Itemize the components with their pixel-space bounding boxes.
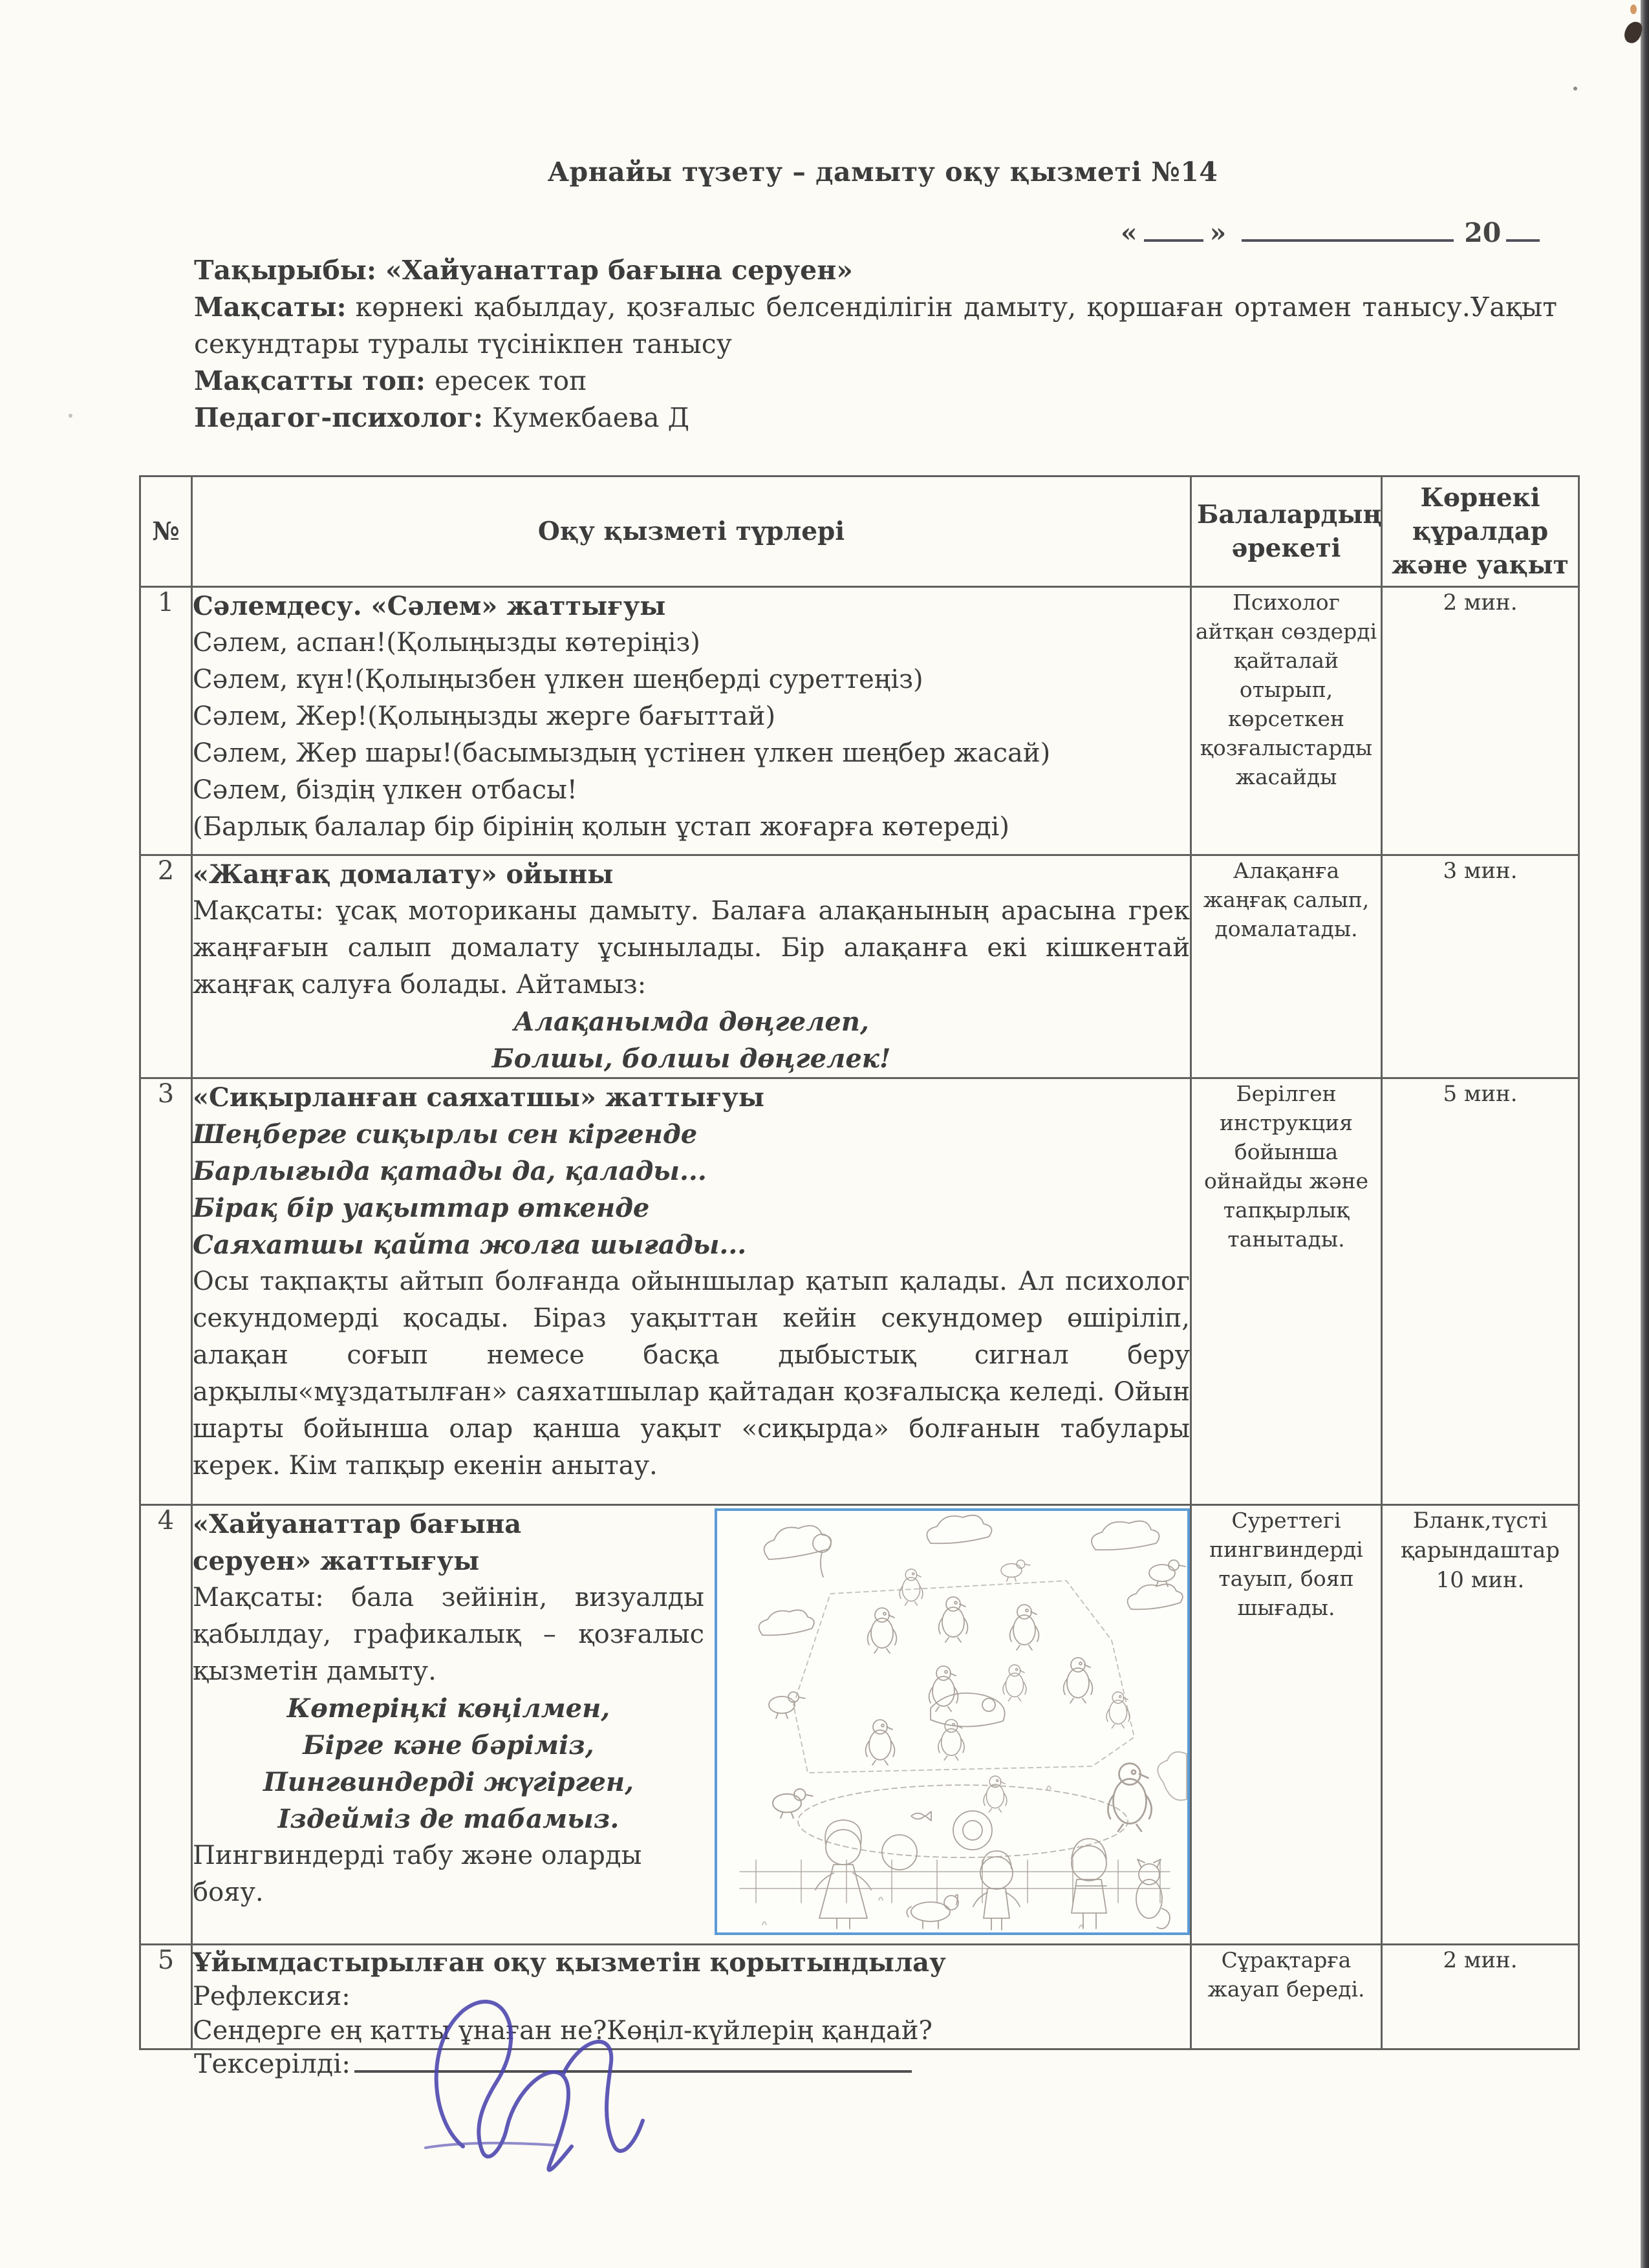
meta-theme <box>194 252 1557 289</box>
activity-cell <box>192 855 1191 1078</box>
table-row-4 <box>140 1505 1579 1945</box>
meta-psychologist <box>194 400 1557 436</box>
verse-line: Барлығыда қатады да, қалады... <box>193 1156 707 1186</box>
activity-line: Рефлексия: <box>193 1982 350 2011</box>
scan-speck <box>1573 87 1577 91</box>
table-header-row <box>140 476 1579 587</box>
activity-title: «Жаңғақ домалату» ойыны <box>193 859 614 890</box>
verse-line: Бірақ бір уақыттар өткенде <box>193 1193 650 1223</box>
activity-cell <box>192 1505 1191 1945</box>
time-cell: 5 мин. <box>1382 1078 1579 1505</box>
time: 10 мин. <box>1436 1567 1525 1593</box>
activity-verse <box>193 1003 1190 1077</box>
coloring-page-image <box>715 1508 1190 1935</box>
activity-line: Сәлем, Жер шары!(басымыздың үстінен үлкен шеңбер жасай) <box>193 738 1051 768</box>
col-header-children-action: Балалардың әрекеті <box>1191 476 1382 587</box>
activity-line: Сәлем, аспан!(Қолыңызды көтеріңіз) <box>193 628 700 658</box>
activity-title: Ұйымдастырылған оқу қызметін қорытындылау <box>193 1947 946 1978</box>
meta-goal-label: Мақсаты: <box>194 292 347 323</box>
activity-cell <box>192 1078 1191 1505</box>
activity-line: Сәлем, Жер!(Қолыңызды жерге бағыттай) <box>193 701 776 731</box>
open-quote: « <box>1121 217 1137 248</box>
meta-block <box>194 252 1557 436</box>
children-action-cell: Суреттегі пингвиндерді тауып, бояп шығады. <box>1191 1505 1382 1945</box>
verse-line: Көтеріңкі көңілмен, <box>286 1693 610 1724</box>
meta-goal <box>194 289 1557 363</box>
meta-theme-value: «Хайуанаттар бағына серуен» <box>385 255 853 286</box>
date-month-blank <box>1242 216 1454 242</box>
table-row-5 <box>140 1945 1579 2049</box>
row-number: 2 <box>140 855 192 1078</box>
activity-title: «Сиқырланған саяхатшы» жаттығуы <box>193 1082 764 1113</box>
verse-line: Пингвиндерді жүгірген, <box>263 1767 634 1797</box>
table-row-3 <box>140 1078 1579 1505</box>
materials-time-cell <box>1382 1505 1579 1945</box>
activity-cell <box>192 587 1191 855</box>
activity-line: Сәлем, күн!(Қолыңызбен үлкен шеңберді суреттеңіз) <box>193 665 923 694</box>
time-cell: 2 мин. <box>1382 587 1579 855</box>
activity-title: «Хайуанаттар бағына серуен» жаттығуы <box>193 1509 522 1576</box>
col-header-materials-time: Көрнекі құралдар және уақыт <box>1382 476 1579 587</box>
verse-line: Шеңберге сиқырлы сен кіргенде <box>193 1119 698 1150</box>
checked-by-label: Тексерілді: <box>194 2048 351 2079</box>
date-day-blank <box>1144 216 1203 242</box>
meta-target-group-label: Мақсатты топ: <box>194 365 426 396</box>
activity-paragraph: Мақсаты: ұсақ моториканы дамыту. Балаға алақанының арасына грек жаңғағын салып домалату ұсынылады. Бір алақанға екі кішкентай жаңғақ салуға болады. Айтамыз: <box>193 896 1190 1000</box>
row-number: 3 <box>140 1078 192 1505</box>
meta-target-group-value: ересек топ <box>435 365 587 396</box>
verse-line: Саяхатшы қайта жолға шығады... <box>193 1230 747 1260</box>
activity-cell <box>192 1945 1191 2049</box>
materials: Бланк,түсті қарындаштар <box>1400 1508 1560 1563</box>
year-prefix: 20 <box>1464 217 1502 248</box>
signature <box>387 1954 691 2167</box>
children-action-cell: Сұрақтарға жауап береді. <box>1191 1945 1382 2049</box>
row-number: 4 <box>140 1505 192 1945</box>
activity-line: (Барлық балалар бір бірінің қолын ұстап жоғарға көтереді) <box>193 812 1009 842</box>
activity-line: Сендерге ең қатты ұнаған не?Көңіл-күйлерің қандай? <box>193 2016 932 2046</box>
col-header-activities: Оқу қызметі түрлері <box>192 476 1191 587</box>
scan-edge-shadow <box>1641 0 1649 2268</box>
meta-theme-label: Тақырыбы: <box>194 255 377 286</box>
meta-psychologist-label: Педагог-психолог: <box>194 402 483 433</box>
date-year-blank <box>1506 216 1540 242</box>
children-action-cell: Берілген инструкция бойынша ойнайды және тапқырлық танытады. <box>1191 1078 1382 1505</box>
time-cell: 2 мин. <box>1382 1945 1579 2049</box>
row-number: 1 <box>140 587 192 855</box>
activity-closing: Пингвиндерді табу және оларды бояу. <box>193 1841 642 1907</box>
scan-artifact-dot <box>1630 5 1637 14</box>
row-number: 5 <box>140 1945 192 2049</box>
lesson-plan-table <box>139 475 1580 2050</box>
table-row-2 <box>140 855 1579 1078</box>
verse-line: Болшы, болшы дөңгелек! <box>491 1043 891 1074</box>
verse-line: Алақанымда дөңгелеп, <box>513 1007 869 1037</box>
verse-line: Іздейміз де табамыз. <box>277 1804 620 1834</box>
table-row-1 <box>140 587 1579 855</box>
activity-verse <box>193 1116 1190 1263</box>
meta-target-group <box>194 363 1557 400</box>
col-header-number: № <box>140 476 192 587</box>
close-quote: » <box>1209 217 1227 248</box>
activity-title: Сәлемдесу. «Сәлем» жаттығуы <box>193 591 666 621</box>
time-cell: 3 мин. <box>1382 855 1579 1078</box>
verse-line: Бірге кәне бәріміз, <box>303 1730 594 1760</box>
document-title: Арнайы түзету – дамыту оқу қызметі №14 <box>547 156 1218 187</box>
activity-paragraph: Мақсаты: бала зейінін, визуалды қабылдау, графикалық – қозғалыс қызметін дамыту. <box>193 1583 704 1686</box>
activity-paragraph: Осы тақпақты айтып болғанда ойыншылар қатып қалады. Ал психолог секундомерді қосады. Біраз уақыттан кейін секундомер өшіріліп, алақан соғып немесе басқа дыбыстық сигнал беру арқылы«мұздатылған» саяхатшылар қайтадан қозғалысқа келеді. Ойын шарты бойынша олар қанша уақыт «сиқырда» болғанын табулары керек. Кім тапқыр екенін анытау. <box>193 1267 1190 1481</box>
meta-psychologist-value: Кумекбаева Д <box>492 402 689 433</box>
meta-goal-value: көрнекі қабылдау, қозғалыс белсенділігін дамыту, қоршаған ортамен танысу.Уақыт секундтары туралы түсінікпен танысу <box>194 292 1557 359</box>
children-action-cell: Психолог айтқан сөздерді қайталай отырып, көрсеткен қозғалыстарды жасайды <box>1191 587 1382 855</box>
scan-speck <box>69 414 72 418</box>
activity-line: Сәлем, біздің үлкен отбасы! <box>193 775 577 805</box>
date-line <box>1121 216 1540 248</box>
children-action-cell: Алақанға жаңғақ салып, домалатады. <box>1191 855 1382 1078</box>
